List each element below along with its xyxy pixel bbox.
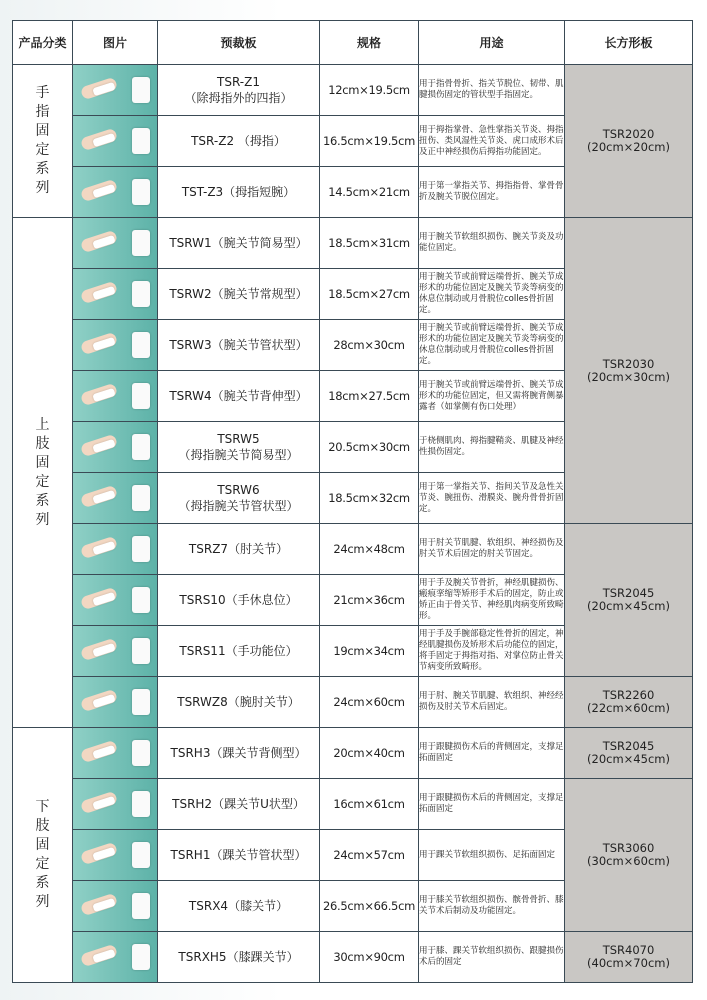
product-usage: 用于肘、腕关节肌腱、软组织、神经经损伤及肘关节术后固定。 <box>419 677 565 728</box>
product-name: TSRW3（腕关节管状型） <box>158 320 320 371</box>
header-precut: 预裁板 <box>158 21 320 65</box>
board-code: TSR3060 <box>602 841 655 855</box>
splint-blank-illustration <box>132 281 150 307</box>
product-image <box>73 422 158 473</box>
product-image <box>73 473 158 524</box>
table-row <box>13 932 693 983</box>
board-cell <box>565 779 693 932</box>
splint-blank-illustration <box>132 893 150 919</box>
product-name: TSRZ7（肘关节） <box>158 524 320 575</box>
board-size: (22cm×60cm) <box>587 701 670 715</box>
product-name: TSRW2（腕关节常规型） <box>158 269 320 320</box>
splint-blank-illustration <box>132 434 150 460</box>
category-cell <box>13 65 73 218</box>
header-row <box>13 21 693 65</box>
product-spec: 30cm×90cm <box>320 932 419 983</box>
board-cell <box>565 728 693 779</box>
product-spec: 28cm×30cm <box>320 320 419 371</box>
product-usage: 用于拇指掌骨、急性掌指关节炎、拇指扭伤、类风湿性关节炎、虎口成形术后及正中神经损伤后拇指功能固定。 <box>419 116 565 167</box>
board-size: (30cm×60cm) <box>587 854 670 868</box>
board-size: (20cm×45cm) <box>587 599 670 613</box>
header-category: 产品分类 <box>13 21 73 65</box>
splint-blank-illustration <box>132 179 150 205</box>
board-size: (20cm×20cm) <box>587 140 670 154</box>
product-spec: 19cm×34cm <box>320 626 419 677</box>
board-code: TSR2030 <box>602 356 655 371</box>
product-spec: 21cm×36cm <box>320 575 419 626</box>
product-spec: 18.5cm×31cm <box>320 218 419 269</box>
splint-blank-illustration <box>132 791 150 817</box>
product-usage: 于桡侧肌肉、拇指腱鞘炎、肌腱及神经性损伤固定。 <box>419 422 565 473</box>
header-picture: 图片 <box>73 21 158 65</box>
splint-blank-illustration <box>132 230 150 256</box>
product-name: TSRW4（腕关节背伸型） <box>158 371 320 422</box>
product-name: TSRW6 （拇指腕关节管状型） <box>158 473 320 524</box>
product-image <box>73 65 158 116</box>
splint-blank-illustration <box>132 485 150 511</box>
board-code: TSR2045 <box>602 586 655 600</box>
splint-blank-illustration <box>132 77 150 103</box>
product-name: TSRS10（手休息位） <box>158 575 320 626</box>
splint-blank-illustration <box>132 842 150 868</box>
product-image <box>73 779 158 830</box>
product-name: TSRXH5（膝踝关节） <box>158 932 320 983</box>
product-usage: 用于第一掌指关节、指间关节及急性关节炎、腕扭伤、滑膜炎、腕舟骨骨折固定。 <box>419 473 565 524</box>
product-image <box>73 932 158 983</box>
product-spec: 14.5cm×21cm <box>320 167 419 218</box>
board-cell <box>565 65 693 218</box>
product-image <box>73 320 158 371</box>
table-row <box>13 779 693 830</box>
product-image <box>73 626 158 677</box>
board-cell <box>565 218 693 524</box>
product-usage: 用于肘关节肌腱、软组织、神经损伤及肘关节术后固定的肘关节固定。 <box>419 524 565 575</box>
category-label: 下肢固定系列 <box>35 799 50 910</box>
splint-blank-illustration <box>132 332 150 358</box>
product-spec: 20.5cm×30cm <box>320 422 419 473</box>
product-name: TSRWZ8（腕肘关节） <box>158 677 320 728</box>
header-spec: 规格 <box>320 21 419 65</box>
product-spec: 16.5cm×19.5cm <box>320 116 419 167</box>
product-spec: 24cm×48cm <box>320 524 419 575</box>
product-image <box>73 575 158 626</box>
product-name: TSRH3（踝关节背侧型） <box>158 728 320 779</box>
product-usage: 用于膝关节软组织损伤、髌骨骨折、膝关节术后制动及功能固定。 <box>419 881 565 932</box>
product-usage: 用于腕关节或前臂远端骨折、腕关节成形术的功能位固定，但又需将腕背侧暴露者（如掌侧有伤口处理） <box>419 371 565 422</box>
category-label: 上肢固定系列 <box>35 416 50 528</box>
board-code: TSR4070 <box>602 943 655 957</box>
product-name: TSRW1（腕关节简易型） <box>158 218 320 269</box>
product-usage: 用于指骨骨折、指关节脱位、韧带、肌腱损伤固定的管状型手指固定。 <box>419 65 565 116</box>
table-row <box>13 677 693 728</box>
board-cell <box>565 932 693 983</box>
splint-blank-illustration <box>132 638 150 664</box>
product-image <box>73 218 158 269</box>
product-spec: 26.5cm×66.5cm <box>320 881 419 932</box>
product-usage: 用于膝、踝关节软组织损伤、跟腱损伤术后的固定 <box>419 932 565 983</box>
product-image <box>73 728 158 779</box>
product-image <box>73 677 158 728</box>
board-cell <box>565 524 693 677</box>
product-table <box>12 20 693 983</box>
splint-blank-illustration <box>132 944 150 970</box>
board-code: TSR2045 <box>602 739 655 753</box>
product-image <box>73 371 158 422</box>
product-name: TSRH1（踝关节管状型） <box>158 830 320 881</box>
product-name: TSRW5 （拇指腕关节简易型） <box>158 422 320 473</box>
product-image <box>73 269 158 320</box>
product-usage: 用于第一掌指关节、拇指指骨、掌骨骨折及腕关节脱位固定。 <box>419 167 565 218</box>
product-usage: 用于手及手腕部稳定性骨折的固定，神经肌腱损伤及矫形术后功能位的固定，将手固定于拇指对指、对掌位防止骨关节病变所致畸形。 <box>419 626 565 677</box>
product-spec: 16cm×61cm <box>320 779 419 830</box>
product-usage: 用于踝关节软组织损伤、足拓面固定 <box>419 830 565 881</box>
product-usage: 用于跟腱损伤术后的背侧固定，支撑足拓面固定 <box>419 779 565 830</box>
header-board: 长方形板 <box>565 21 693 65</box>
board-size: (20cm×45cm) <box>587 752 670 766</box>
splint-blank-illustration <box>132 689 150 715</box>
product-spec: 18cm×27.5cm <box>320 371 419 422</box>
product-name: TST-Z3（拇指短腕） <box>158 167 320 218</box>
product-image <box>73 167 158 218</box>
category-cell <box>13 728 73 983</box>
product-spec: 20cm×40cm <box>320 728 419 779</box>
product-image <box>73 881 158 932</box>
product-name: TSRX4（膝关节） <box>158 881 320 932</box>
product-spec: 24cm×60cm <box>320 677 419 728</box>
splint-blank-illustration <box>132 128 150 154</box>
product-spec: 12cm×19.5cm <box>320 65 419 116</box>
product-image <box>73 116 158 167</box>
header-usage: 用途 <box>419 21 565 65</box>
splint-blank-illustration <box>132 383 150 409</box>
splint-blank-illustration <box>132 740 150 766</box>
table-row <box>13 524 693 575</box>
product-image <box>73 830 158 881</box>
splint-blank-illustration <box>132 536 150 562</box>
table-row <box>13 218 693 269</box>
product-usage: 用于腕关节软组织损伤、腕关节炎及功能位固定。 <box>419 218 565 269</box>
board-size: (20cm×30cm) <box>587 369 670 384</box>
board-code: TSR2260 <box>602 688 655 702</box>
product-spec: 18.5cm×32cm <box>320 473 419 524</box>
product-spec: 18.5cm×27cm <box>320 269 419 320</box>
product-name: TSRH2（踝关节U状型） <box>158 779 320 830</box>
product-usage: 用于手及腕关节骨折，神经肌腱损伤、瘢痕挛缩等矫形手术后的固定，防止或矫正由于骨关节、神经肌肉病变所致畸形。 <box>419 575 565 626</box>
category-label: 手指固定系列 <box>35 85 50 196</box>
board-size: (40cm×70cm) <box>587 956 670 970</box>
product-usage: 用于跟腱损伤术后的背侧固定，支撑足拓面固定 <box>419 728 565 779</box>
product-image <box>73 524 158 575</box>
splint-blank-illustration <box>132 587 150 613</box>
table-row <box>13 65 693 116</box>
category-cell <box>13 218 73 728</box>
product-name: TSRS11（手功能位） <box>158 626 320 677</box>
table-row <box>13 728 693 779</box>
product-name: TSR-Z1 （除拇指外的四指） <box>158 65 320 116</box>
product-spec: 24cm×57cm <box>320 830 419 881</box>
product-name: TSR-Z2 （拇指） <box>158 116 320 167</box>
board-cell <box>565 677 693 728</box>
product-usage: 用于腕关节或前臂远端骨折、腕关节成形术的功能位固定及腕关节炎等病变的休息位制动或月骨脱位colles骨折固定。 <box>419 320 565 371</box>
product-usage: 用于腕关节或前臂远端骨折、腕关节成形术的功能位固定及腕关节炎等病变的休息位制动或月骨脱位colles骨折固定。 <box>419 269 565 320</box>
board-code: TSR2020 <box>602 127 655 141</box>
